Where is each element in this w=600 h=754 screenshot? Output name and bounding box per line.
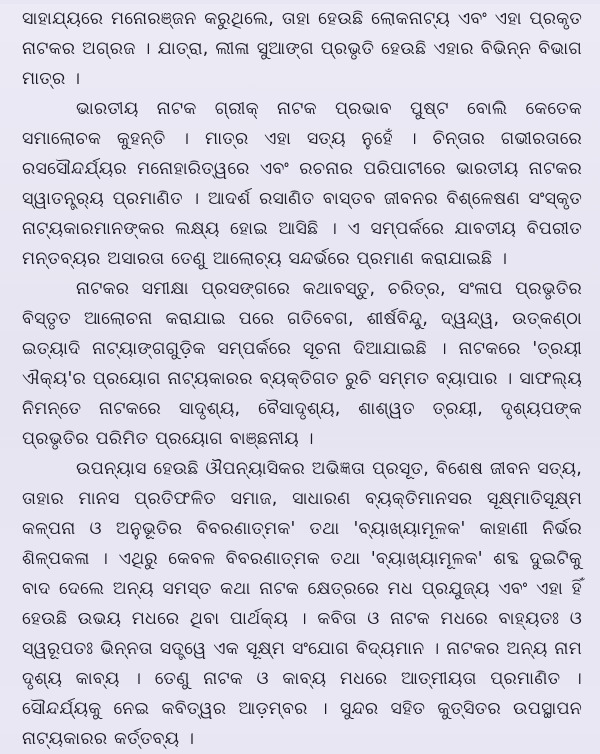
- paragraph-3: ନାଟକର ସମୀକ୍ଷା ପ୍ରସଙ୍ଗରେ କଥାବସ୍ତୁ, ଚରିତ୍ର, ସଂଳାପ ପ୍ରଭୃତିର ବିସ୍ତୃତ ଆଲୋଚନା କରାଯାଇ ପରେ ଗତିବେଗ, ଶୀର୍ଷବିନ୍ଦୁ, ଦ୍ୱନ୍ଦ୍ୱ, ଉତ୍କଣ୍ଠା ଇତ୍ୟାଦି ନାଟ୍ୟାଙ୍ଗଗୁଡ଼ିକ ସମ୍ପର୍କରେ ସୂଚନା ଦିଆଯାଇଛି । ନାଟକରେ 'ତ୍ରୟୀ ଐକ୍ୟ'ର ପ୍ରୟୋଗ ନାଟ୍ୟକାରର ବ୍ୟକ୍ତିଗତ ରୁଚି ସମ୍ମତ ବ୍ୟାପାର । ସାଫଲ୍ୟ ନିମନ୍ତେ ନାଟକରେ ସାଦୃଶ୍ୟ, ବୈସାଦୃଶ୍ୟ, ଶାଶ୍ୱତ ତ୍ରୟୀ, ଦୃଶ୍ୟପଙ୍କ ପ୍ରଭୃତିର ପରିମିତ ପ୍ରୟୋଗ ବାଞ୍ଛନୀୟ ।: [22, 279, 582, 449]
- paragraph-4: ଉପନ୍ୟାସ ହେଉଛି ଔପନ୍ୟାସିକର ଅଭିଜ୍ଞତା ପ୍ରସୂତ, ବିଶେଷ ଜୀବନ ସତ୍ୟ, ତାହାର ମାନସ ପ୍ରତିଫଳିତ ସମାଜ, ସାଧାରଣ ବ୍ୟକ୍ତିମାନସର ସୂକ୍ଷ୍ମାତିସୂକ୍ଷ୍ମ କଳ୍ପନା ଓ ଅନୁଭୂତିର ବିବରଣାତ୍ମକ' ତଥା 'ବ୍ୟାଖ୍ୟାମୂଳକ' କାହାଣୀ ନିର୍ଭର ଶିଳ୍ପକଳା । ଏଥିରୁ କେବଳ ବିବରଣାତ୍ମକ ତଥା 'ବ୍ୟାଖ୍ୟାମୂଳକ' ଶବ୍ଦ ଦୁଇଟିକୁ ବାଦ ଦେଲେ ଅନ୍ୟ ସମସ୍ତ କଥା ନାଟକ କ୍ଷେତ୍ରରେ ମଧ ପ୍ରଯୁଜ୍ୟ ଏବଂ ଏହା ହିଁ ହେଉଛି ଉଭୟ ମଧରେ ଥିବା ପାର୍ଥକ୍ୟ । କବିତା ଓ ନାଟକ ମଧରେ ବାହ୍ୟତଃ ଓ ସ୍ୱରୂପତଃ ଭିନ୍ନତା ସତ୍ତ୍ୱେ ଏକ ସୂକ୍ଷ୍ମ ସଂଯୋଗ ବିଦ୍ୟମାନ । ନାଟକର ଅନ୍ୟ ନାମ ଦୃଶ୍ୟ କାବ୍ୟ । ତେଣୁ ନାଟକ ଓ କାବ୍ୟ ମଧରେ ଆତ୍ମୀୟତା ପ୍ରମାଣିତ । ସୌନ୍ଦର୍ଯ୍ୟକୁ ନେଇ କବିତ୍ୱର ଆଡ଼ମ୍ବର । ସୁନ୍ଦର ସହିତ କୁତ୍ସିତର ଉପସ୍ଥାପନ ନାଟ୍ୟକାରର କର୍ତ୍ତବ୍ୟ ।: [22, 459, 582, 749]
- document-page: [0, 4, 600, 749]
- paragraph-2: ଭାରତୀୟ ନାଟକ ଗ୍ରୀକ୍ ନାଟକ ପ୍ରଭାବ ପୁଷ୍ଟ ବୋଲି କେତେକ ସମାଲୋଚକ କୁହନ୍ତି । ମାତ୍ର ଏହା ସତ୍ୟ ନୁହେଁ । ଚିନ୍ତାର ଗଭୀରତାରେ ରସସୌନ୍ଦର୍ଯ୍ୟର ମନୋହାରିତ୍ୱରେ ଏବଂ ରଚନାର ପରିପାଟୀରେ ଭାରତୀୟ ନାଟକର ସ୍ୱାତନ୍ତ୍ର୍ୟ ପ୍ରମାଣିତ । ଆଦର୍ଶ ରସାଣିତ ବାସ୍ତବ ଜୀବନର ବିଶ୍ଳେଷଣ ସଂସ୍କୃତ ନାଟ୍ୟକାରମାନଙ୍କର ଲକ୍ଷ୍ୟ ହୋଇ ଆସିଛି । ଏ ସମ୍ପର୍କରେ ଯାବତୀୟ ବିପରୀତ ମନ୍ତବ୍ୟର ଅସାରତା ତେଣୁ ଆଲୋଚ୍ୟ ସନ୍ଦର୍ଭରେ ପ୍ରମାଣ କରାଯାଇଛି ।: [22, 99, 582, 269]
- paragraph-1: ସାହାଯ୍ୟରେ ମନୋରଞ୍ଜନ କରୁଥିଲେ, ତାହା ହେଉଛି ଲୋକନାଟ୍ୟ ଏବଂ ଏହା ପ୍ରକୃତ ନାଟକର ଅଗ୍ରଜ । ଯାତ୍ରା, ଲୀଳା ସୁଆଙ୍ଗ ପ୍ରଭୃତି ହେଉଛି ଏହାର ବିଭିନ୍ନ ବିଭାଗ ମାତ୍ର ।: [22, 9, 582, 89]
